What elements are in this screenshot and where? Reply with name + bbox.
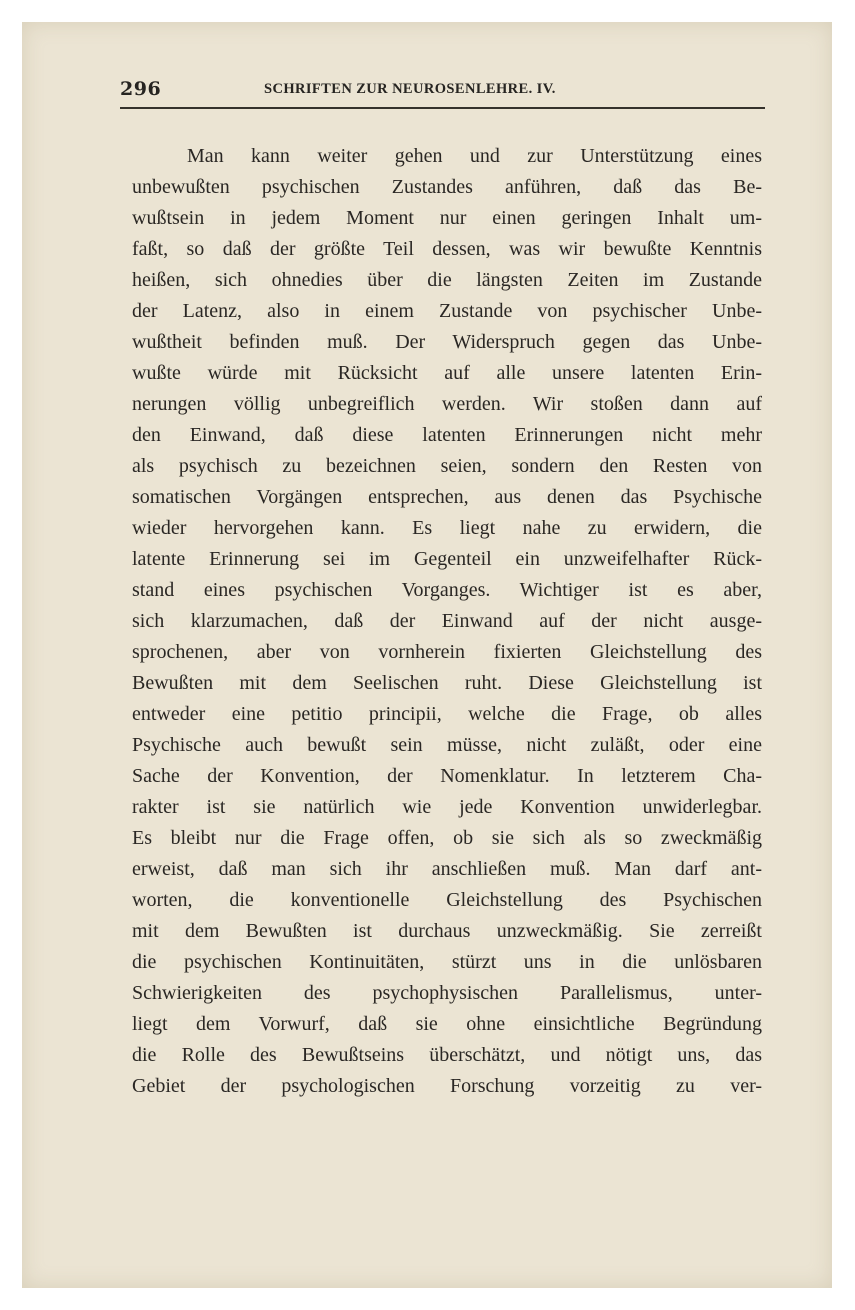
text-line: die psychischen Kontinuitäten, stürzt uns in die unlösbaren (132, 951, 762, 973)
text-line: liegt dem Vorwurf, daß sie ohne einsichtliche Begründung (132, 1013, 762, 1035)
running-head: SCHRIFTEN ZUR NEUROSENLEHRE. IV. (264, 81, 556, 97)
text-line: der Latenz, also in einem Zustande von psychischer Unbe- (132, 300, 762, 322)
header-rule (120, 107, 765, 109)
text-line: den Einwand, daß diese latenten Erinnerungen nicht mehr (132, 424, 762, 446)
text-line: nerungen völlig unbegreiflich werden. Wir stoßen dann auf (132, 393, 762, 415)
text-line: wußte würde mit Rücksicht auf alle unsere latenten Erin- (132, 362, 762, 384)
text-line: stand eines psychischen Vorganges. Wichtiger ist es aber, (132, 579, 762, 601)
text-line: Man kann weiter gehen und zur Unterstützung eines (187, 145, 762, 167)
text-line: worten, die konventionelle Gleichstellung des Psychischen (132, 889, 762, 911)
text-line: als psychisch zu bezeichnen seien, sondern den Resten von (132, 455, 762, 477)
text-line: Es bleibt nur die Frage offen, ob sie sich als so zweckmäßig (132, 827, 762, 849)
text-line: Gebiet der psychologischen Forschung vorzeitig zu ver- (132, 1075, 762, 1097)
text-line: heißen, sich ohnedies über die längsten Zeiten im Zustande (132, 269, 762, 291)
text-line: wußtheit befinden muß. Der Widerspruch gegen das Unbe- (132, 331, 762, 353)
text-line: Bewußten mit dem Seelischen ruht. Diese Gleichstellung ist (132, 672, 762, 694)
text-line: rakter ist sie natürlich wie jede Konvention unwiderlegbar. (132, 796, 762, 818)
text-line: sprochenen, aber von vornherein fixierten Gleichstellung des (132, 641, 762, 663)
text-line: entweder eine petitio principii, welche die Frage, ob alles (132, 703, 762, 725)
text-line: latente Erinnerung sei im Gegenteil ein unzweifelhafter Rück- (132, 548, 762, 570)
text-line: wußtsein in jedem Moment nur einen geringen Inhalt um- (132, 207, 762, 229)
text-line: unbewußten psychischen Zustandes anführen, daß das Be- (132, 176, 762, 198)
text-line: erweist, daß man sich ihr anschließen muß. Man darf ant- (132, 858, 762, 880)
text-line: Sache der Konvention, der Nomenklatur. In letzterem Cha- (132, 765, 762, 787)
text-line: mit dem Bewußten ist durchaus unzweckmäßig. Sie zerreißt (132, 920, 762, 942)
page-number: 296 (120, 78, 162, 100)
text-line: Schwierigkeiten des psychophysischen Parallelismus, unter- (132, 982, 762, 1004)
text-line: sich klarzumachen, daß der Einwand auf der nicht ausge- (132, 610, 762, 632)
body-paragraph (132, 141, 762, 1102)
text-line: faßt, so daß der größte Teil dessen, was wir bewußte Kenntnis (132, 238, 762, 260)
text-line: Psychische auch bewußt sein müsse, nicht zuläßt, oder eine (132, 734, 762, 756)
text-line: somatischen Vorgängen entsprechen, aus denen das Psychische (132, 486, 762, 508)
text-line: die Rolle des Bewußtseins überschätzt, und nötigt uns, das (132, 1044, 762, 1066)
page-header (120, 78, 765, 108)
text-line: wieder hervorgehen kann. Es liegt nahe zu erwidern, die (132, 517, 762, 539)
